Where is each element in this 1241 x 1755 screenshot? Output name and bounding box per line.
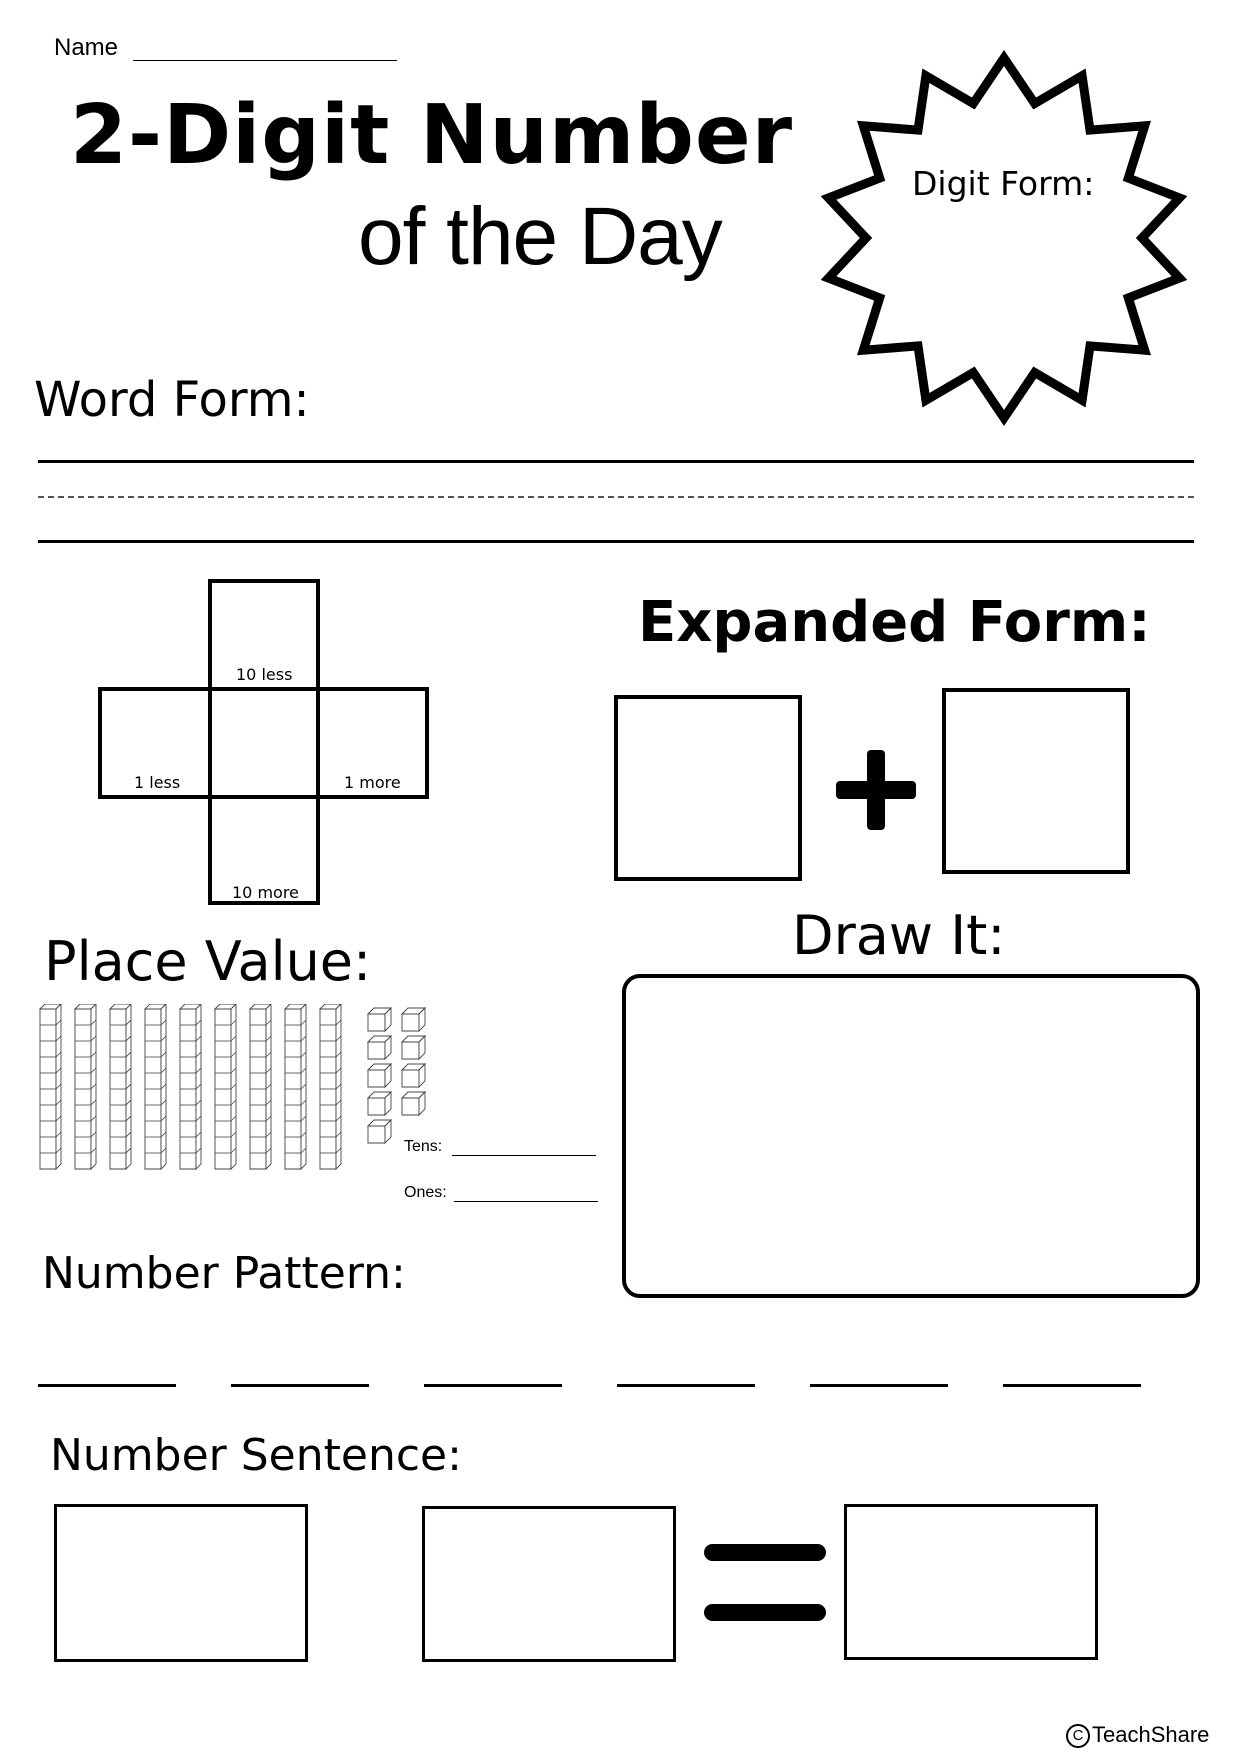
pattern-blank[interactable] [38, 1384, 176, 1387]
ones-cube [368, 1064, 391, 1087]
sentence-box-second[interactable] [422, 1506, 676, 1662]
ones-cube [402, 1008, 425, 1031]
name-field[interactable] [133, 60, 397, 61]
ones-cube [368, 1120, 391, 1143]
draw-it-box[interactable] [622, 974, 1200, 1298]
one-more-box[interactable] [316, 687, 429, 799]
brand-name: TeachShare [1092, 1722, 1210, 1747]
tens-label: Tens: [404, 1138, 443, 1155]
ten-more-box[interactable] [208, 795, 320, 905]
word-form-midline [38, 496, 1194, 498]
ten-less-label: 10 less [236, 665, 293, 684]
base-ten-blocks [38, 1004, 438, 1194]
tens-rod [110, 1004, 131, 1169]
pattern-blank[interactable] [1003, 1384, 1141, 1387]
name-label: Name [54, 34, 119, 61]
tens-value-box[interactable] [614, 695, 802, 881]
word-form-base-line[interactable] [38, 540, 1194, 543]
pattern-blank[interactable] [231, 1384, 369, 1387]
draw-it-label: Draw It: [792, 904, 1006, 967]
word-form-top-line[interactable] [38, 460, 1194, 463]
place-value-label: Place Value: [44, 930, 372, 993]
tens-rod [250, 1004, 271, 1169]
equals-sign-lower [704, 1604, 826, 1621]
tens-rod [215, 1004, 236, 1169]
number-pattern-label: Number Pattern: [42, 1248, 406, 1299]
tens-rod [75, 1004, 96, 1169]
ones-cube [368, 1008, 391, 1031]
tens-rod [285, 1004, 306, 1169]
center-number-box[interactable] [208, 687, 320, 799]
sentence-box-result[interactable] [844, 1504, 1098, 1660]
equals-sign [704, 1544, 826, 1561]
tens-rod [40, 1004, 61, 1169]
ones-label: Ones: [404, 1184, 447, 1201]
ones-cube [368, 1036, 391, 1059]
star-burst-shape [812, 44, 1196, 432]
ones-cube [402, 1036, 425, 1059]
ten-more-label: 10 more [232, 883, 299, 902]
page-subtitle: of the Day [358, 191, 722, 282]
tens-rod [145, 1004, 166, 1169]
pattern-blank[interactable] [810, 1384, 948, 1387]
number-sentence-label: Number Sentence: [50, 1430, 462, 1481]
plus-sign-vertical [867, 750, 885, 830]
ones-cube [402, 1092, 425, 1115]
one-more-label: 1 more [344, 773, 401, 792]
teachshare-logo [1066, 1722, 1209, 1748]
tens-field[interactable] [452, 1155, 596, 1156]
copyright-icon: C [1066, 1724, 1090, 1748]
ten-less-box[interactable] [208, 579, 320, 691]
one-less-label: 1 less [134, 773, 181, 792]
expanded-form-label: Expanded Form: [638, 590, 1151, 655]
ones-field[interactable] [454, 1201, 598, 1202]
word-form-label: Word Form: [34, 372, 310, 428]
ones-value-box[interactable] [942, 688, 1130, 874]
tens-rod [320, 1004, 341, 1169]
pattern-blank[interactable] [424, 1384, 562, 1387]
sentence-box-first[interactable] [54, 1504, 308, 1662]
one-less-box[interactable] [98, 687, 212, 799]
pattern-blank[interactable] [617, 1384, 755, 1387]
page-title: 2-Digit Number [70, 88, 794, 183]
tens-rod [180, 1004, 201, 1169]
ones-cube [402, 1064, 425, 1087]
ones-cube [368, 1092, 391, 1115]
digit-form-label: Digit Form: [912, 164, 1095, 203]
